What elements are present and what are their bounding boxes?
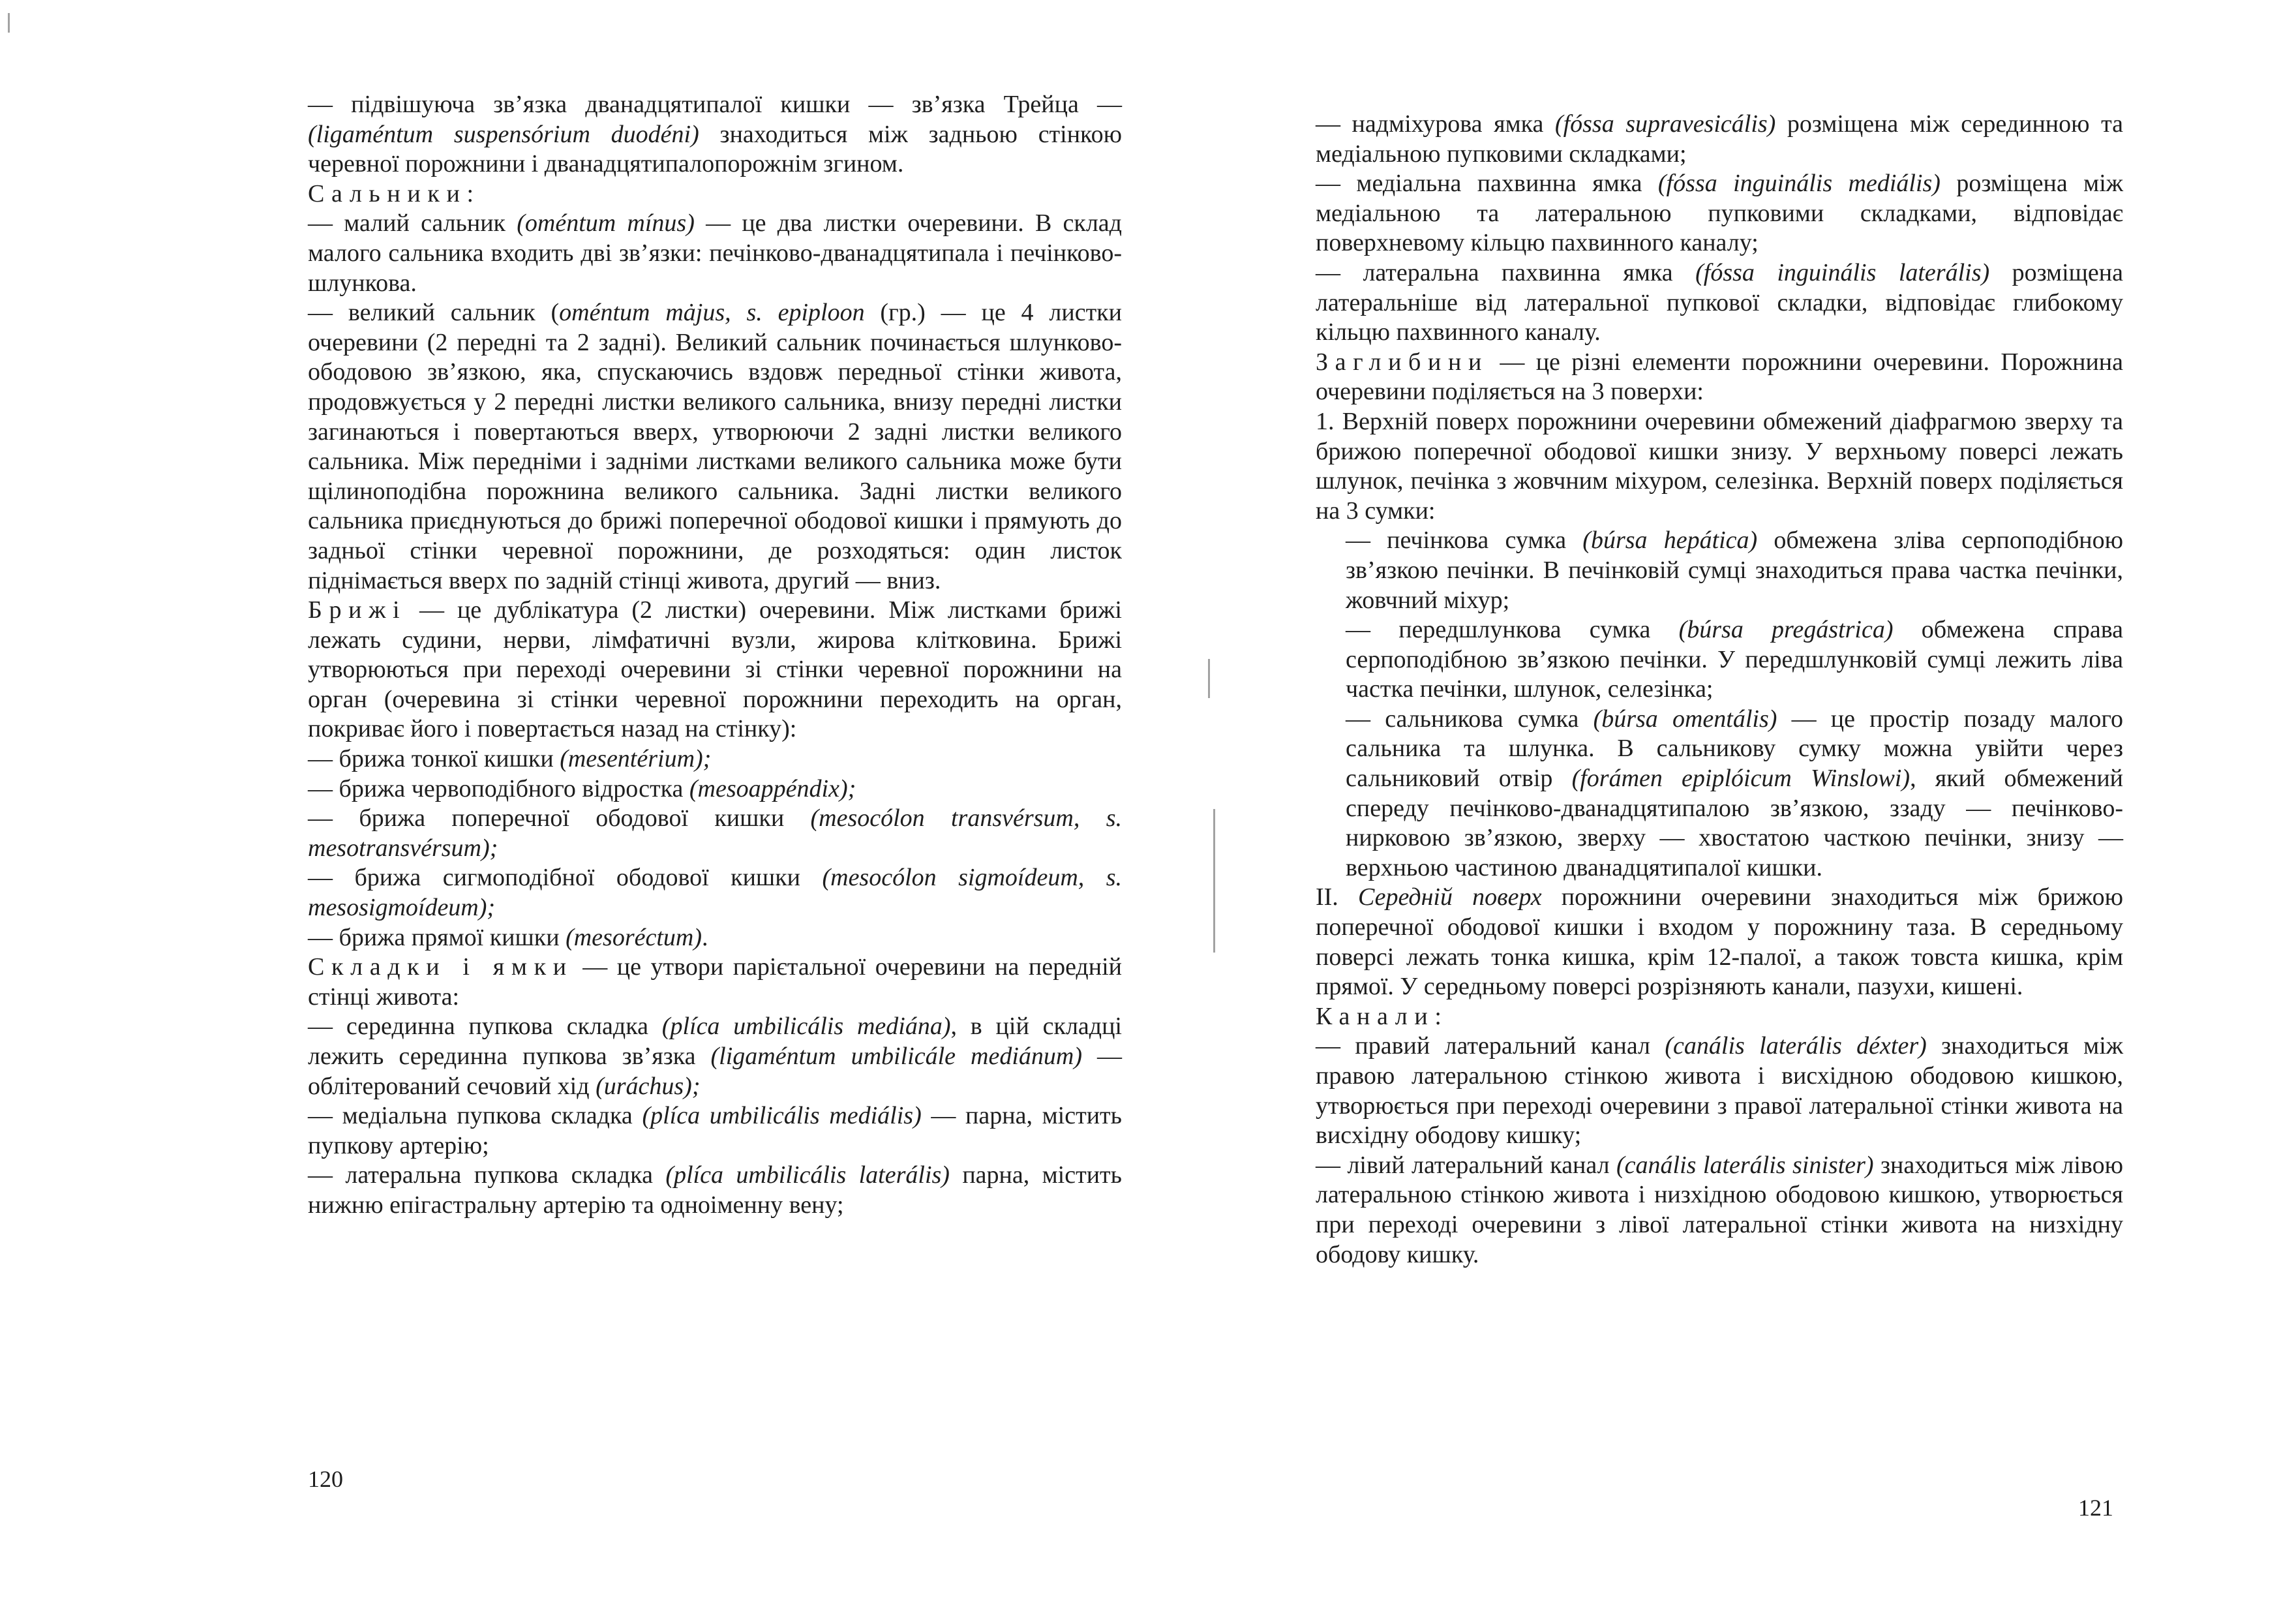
page-number: 121 <box>2078 1495 2113 1521</box>
section-heading-canals: Канали: <box>1316 1002 1442 1030</box>
list-item: — передшлункова сумка (búrsa pregástrica) обмежена справа серпоподібною зв’язкою печінки. У передшлунковій сумці лежить ліва частка печінки, шлунок, селезінка; <box>1346 616 2124 703</box>
list-item: — медіальна пахвинна ямка (fóssa inguinális mediális) розміщена між медіальною та латеральною пупковими складками, відповідає поверхневому кільцю пахвинного каналу; <box>1316 170 2124 257</box>
paragraph: — малий сальник (oméntum mínus) — це два листки очеревини. В склад малого сальника входить дві зв’язки: печінково-дванадцятипала і печінково-шлункова. <box>308 209 1123 297</box>
right-page <box>1148 0 2296 1618</box>
scan-artifact <box>1208 659 1210 698</box>
paragraph-folds: Складки і ямки — це утвори парієтальної очеревини на передній стінці живота: <box>308 953 1122 1011</box>
paragraph-recesses: Заглибини — це різні елементи порожнини очеревини. Порожнина очеревини поділяється на 3 поверхи: <box>1316 348 2123 406</box>
paragraph: — підвішуюча зв’язка дванадцятипалої кишки — зв’язка Трейца — (ligaméntum suspensórium duodéni) знаходиться між задньою стінкою черевної порожнини і дванадцятипалопорожнім згином. <box>308 91 1122 178</box>
paragraph: — великий сальник (oméntum mȧjus, s. epiploon (гр.) — це 4 листки очеревини (2 передні та 2 задні). Великий сальник починається шлунково-ободовою зв’язкою, яка, спускаючись вздовж передньої стінки живота, продовжується у 2 передні листки великого сальника, внизу передні листки загинаються і повертаються вверх, утворюючи 2 задні листки великого сальника. Між передніми і задніми листками великого сальника може бути щілиноподібна порожнина великого сальника. Задні листки великого сальника приєднуються до брижі поперечної ободової кишки і прямують до задньої стінки черевної порожнини, де розходяться: один листок піднімається вверх по задній стінці живота, другий — вниз. <box>308 299 1122 594</box>
list-item: — правий латеральний канал (canális laterális déxter) знаходиться між правою латеральною стінкою живота і висхідною ободовою кишкою, утворюється при переході очеревини з правої латеральної стінки живота на висхідну ободову кишку; <box>1316 1032 2124 1150</box>
scan-artifact <box>1213 809 1215 953</box>
scan-artifact <box>8 13 10 33</box>
right-page-text <box>1316 110 2123 1270</box>
list-item: — печінкова сумка (búrsa hepática) обмежена зліва серпоподібною зв’язкою печінки. В печінковій сумці знаходиться права частка печінки, жовчний міхур; <box>1346 527 2124 614</box>
section-heading-omentums: Сальники: <box>308 179 474 207</box>
list-item: — сальникова сумка (búrsa omentális) — це простір позаду малого сальника та шлунка. В сальникову сумку можна увійти через сальниковий отвір (forámen epiplóicum Winslowi), який обмежений спереду печінково-дванадцятипалою зв’язкою, ззаду — печінково-нирковою зв’язкою, зверху — хвостатою часткою печінки, знизу — верхньою частиною дванадцятипалої кишки. <box>1346 705 2123 881</box>
paragraph-mesentery: Брижі — це дублікатура (2 листки) очеревини. Між листками брижі лежать судини, нерви, лімфатичні вузли, жирова клітковина. Брижі утворюються при переході очеревини зі стінки черевної порожнини на орган (очеревина зі стінки черевної порожнини переходить на орган, покриває його і повертається назад на стінку): <box>308 596 1122 743</box>
list-item: — серединна пупкова складка (plíca umbilicális mediána), в цій складці лежить серединна пупкова зв’язка (ligaméntum umbilicále mediánum) — облітерований сечовий хід (uráchus); <box>308 1013 1122 1100</box>
left-page-text <box>308 90 1122 1221</box>
list-item: — брижа сигмоподібної ободової кишки (mesocólon sigmoídeum, s. mesosigmoídeum); <box>308 864 1123 922</box>
paragraph-upper-floor: 1. Верхній поверх порожнини очеревини обмежений діафрагмою зверху та брижою поперечної ободової кишки знизу. У верхньому поверсі лежать шлунок, печінка з жовчним міхуром, селезінка. Верхній поверх поділяється на 3 сумки: <box>1316 407 2123 525</box>
list-item: — брижа поперечної ободової кишки (mesocólon transvérsum, s. mesotransvérsum); <box>308 804 1122 862</box>
list-item: — латеральна пупкова складка (plíca umbilicális laterális) парна, містить нижню епігастральну артерію та одноіменну вену; <box>308 1161 1122 1219</box>
list-item: — брижа прямої кишки (mesoréctum). <box>308 923 708 951</box>
list-item: — надміхурова ямка (fóssa supravesicális) розміщена між серединною та медіальною пупковими складками; <box>1316 110 2124 168</box>
list-item: — лівий латеральний канал (canális laterális sinister) знаходиться між лівою латеральною стінкою живота і низхідною ободовою кишкою, утворюється при переході очеревини з лівої латеральної стінки живота на низхідну ободову кишку. <box>1316 1151 2124 1268</box>
list-item: — латеральна пахвинна ямка (fóssa inguinális laterális) розміщена латеральніше від латеральної пупкової складки, відповідає глибокому кільцю пахвинного каналу. <box>1316 258 2123 346</box>
list-item: — брижа тонкої кишки (mesentérium); <box>308 745 712 773</box>
list-item: — брижа червоподібного відростка (mesoappéndix); <box>308 774 856 802</box>
list-item: — медіальна пупкова складка (plíca umbilicális mediális) — парна, містить пупкову артерію; <box>308 1102 1122 1159</box>
paragraph-middle-floor: II. Середній поверх порожнини очеревини знаходиться між брижою поперечної ободової кишки і входом у порожнину таза. В середньому поверсі лежать тонка кишка, крім 12-палої, а також товста кишка, крім прямої. У середньому поверсі розрізняють канали, пазухи, кишені. <box>1316 883 2123 1001</box>
page-number: 120 <box>308 1466 343 1492</box>
